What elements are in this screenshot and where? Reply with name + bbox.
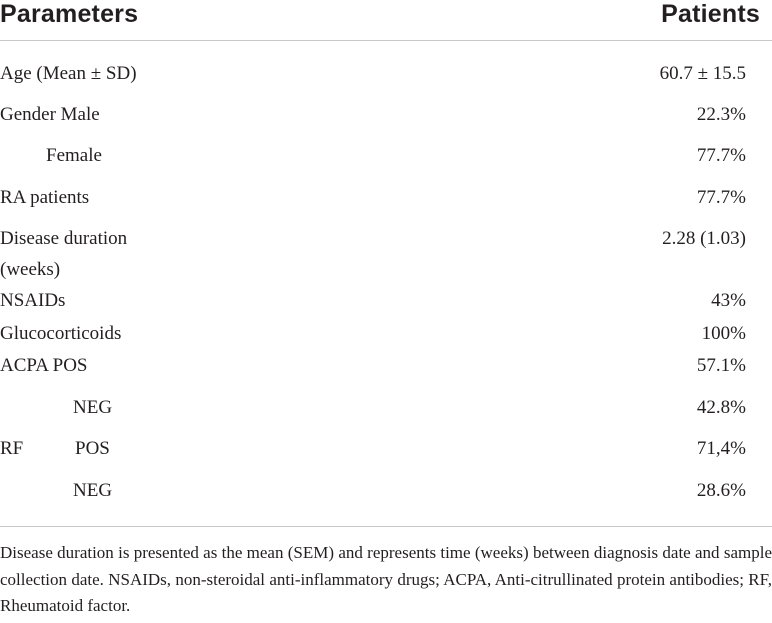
header-patients: Patients (661, 0, 760, 28)
row-value: 60.7 ± 15.5 (659, 63, 746, 84)
row-value: 42.8% (696, 397, 746, 418)
row-param: Female (46, 145, 102, 166)
row-value: 28.6% (696, 480, 746, 501)
row-value: 2.28 (1.03) (662, 228, 746, 249)
row-param: NEG (73, 397, 113, 418)
row-value: 100% (701, 323, 746, 344)
row-value: 57.1% (696, 355, 746, 376)
row-param: NEG (73, 480, 113, 501)
table-header (0, 0, 772, 41)
header-parameters: Parameters (0, 0, 139, 28)
row-param: Disease duration (0, 228, 128, 249)
row-param-sub: POS (75, 438, 110, 459)
row-param: RA patients (0, 187, 90, 208)
row-value: 77.7% (696, 187, 746, 208)
row-param: ACPA POS (0, 355, 88, 376)
row-value: 77.7% (696, 145, 746, 166)
row-value: 22.3% (696, 104, 746, 125)
row-param: Age (Mean ± SD) (0, 63, 137, 84)
row-param: NSAIDs (0, 290, 66, 311)
row-param: Glucocorticoids (0, 323, 122, 344)
row-param-continued: (weeks) (0, 259, 61, 280)
row-value: 43% (711, 290, 746, 311)
table-footnote: Disease duration is presented as the mean (SEM) and represents time (weeks) between diagnosis date and sample collection date. NSAIDs, non-steroidal anti-inflammatory drugs; ACPA, Anti-citrullinated protein antibodies; RF, Rheumatoid factor. (0, 543, 772, 615)
row-param: RF (0, 438, 24, 459)
row-param: Gender Male (0, 104, 100, 125)
table-bottom-divider (0, 526, 772, 527)
row-value: 71,4% (696, 438, 746, 459)
